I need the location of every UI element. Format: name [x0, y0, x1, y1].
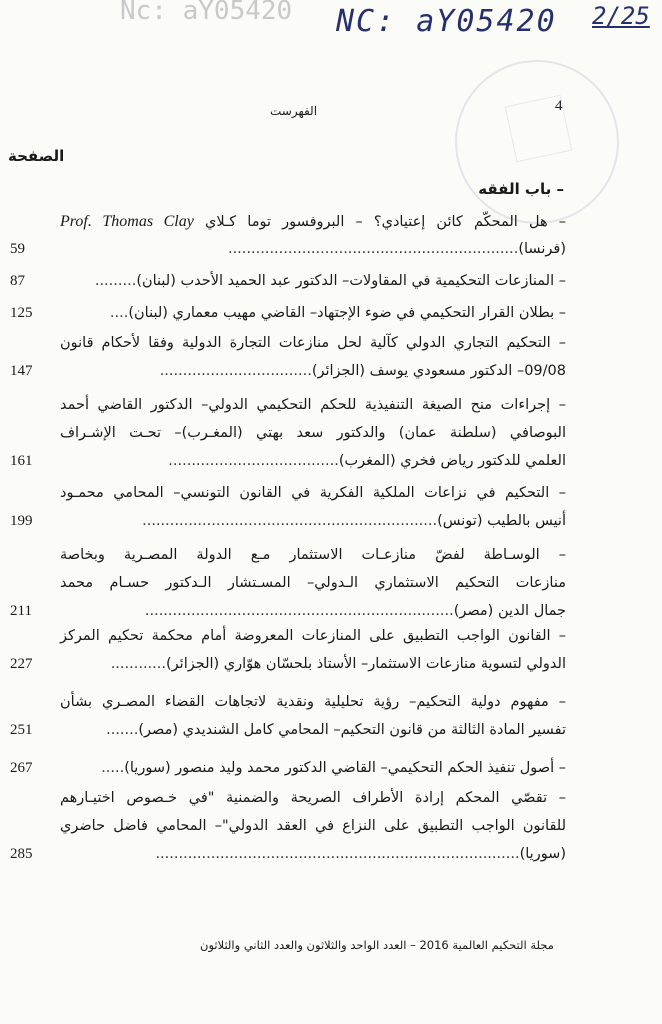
toc-entry-line	[142, 513, 566, 529]
toc-entry-text: – القانون الواجب التطبيق على المنازعات المعروضة أمام محكمة تحكيم المركز	[60, 628, 566, 644]
toc-entry-line	[60, 485, 566, 501]
toc-page-number: 125	[10, 305, 33, 321]
toc-entry-text: – بطلان القرار التحكيمي في ضوء الإجتهاد– القاضي مهيب معماري (لبنان)	[128, 305, 566, 321]
toc-entry-text: – تقصّي المحكم إرادة الأطراف الصريحة والضمنية "في خـصوص اختيـارهم	[60, 790, 566, 806]
toc-entry-text: – التحكيم التجاري الدولي كآلية لحل منازعات التجارة الدولية وفقا لأحكام قانون	[60, 335, 566, 351]
toc-entry-text: – هل المحكّم كائن إعتيادي؟ – البروفسور توما كـلاي	[193, 214, 566, 230]
footer-journal-citation: مجلة التحكيم العالمية 2016 – العدد الواحد والثلاثون والعدد الثاني والثلاثون	[200, 938, 554, 952]
toc-leader-dots: ....	[109, 305, 129, 321]
toc-entry-text: الدولي لتسوية منازعات الاستثمار– الأستاذ بلحسّان هوّاري (الجزائر)	[166, 656, 566, 672]
toc-leader-dots: ............	[110, 656, 166, 672]
toc-entry-text: – التحكيم في نزاعات الملكية الفكرية في القانون التونسي– المحامي محمـود	[60, 485, 566, 501]
toc-entry-line	[60, 575, 566, 591]
toc-page-number: 211	[10, 603, 32, 619]
toc-page-number: 161	[10, 453, 33, 469]
toc-leader-dots: .....	[101, 760, 125, 776]
toc-leader-dots: ...................................................................	[144, 603, 454, 619]
toc-entry-line	[101, 760, 566, 776]
toc-leader-dots: .........	[94, 273, 137, 289]
toc-entry-line	[60, 213, 566, 231]
toc-entry-line	[110, 305, 566, 321]
toc-page-number: 267	[10, 760, 33, 776]
toc-entry-text: – أصول تنفيذ الحكم التحكيمي– القاضي الدكتور محمد وليد منصور (سوريا)	[124, 760, 566, 776]
toc-entry-line	[160, 363, 566, 379]
toc-entry-line	[60, 818, 566, 834]
toc-entry-text: – مفهوم دولية التحكيم– رؤية تحليلية ونقدية لاتجاهات القضاء المصـري بشأن	[60, 694, 566, 710]
toc-entry-text: (سوريا)	[519, 846, 566, 862]
toc-entry-line	[60, 335, 566, 351]
toc-entry-text: منازعات التحكيم الاستثماري الـدولي– المسـتشار الـدكتور حسـام محمد	[60, 575, 566, 591]
toc-entry-line	[60, 694, 566, 710]
toc-page-number: 251	[10, 722, 33, 738]
toc-entry-text: جمال الدين (مصر)	[453, 603, 566, 619]
toc-entry-line	[60, 425, 566, 441]
toc-entry-line	[111, 656, 566, 672]
toc-entry-text: البوصافي (سلطنة عمان) والدكتور سعد بهتي (المغـرب)– تحـت الإشـراف	[60, 425, 566, 441]
toc-entry-line	[95, 273, 566, 289]
toc-entry-line	[228, 241, 566, 257]
toc-entry-text: أنيس بالطيب (تونس)	[437, 513, 566, 529]
toc-page-number: 59	[10, 241, 25, 257]
handwritten-page-fraction: 2/25	[592, 2, 650, 30]
toc-entry-text: 09/08– الدكتور مسعودي يوسف (الجزائر)	[311, 363, 566, 379]
toc-entry-text: – الوسـاطة لفضّ منازعـات الاستثمار مـع الدولة المصـرية وبخاصة	[60, 547, 566, 563]
handwritten-reference-code: NC: aY05420	[336, 4, 557, 39]
toc-leader-dots: ...............................................................................	[155, 846, 520, 862]
toc-page-number: 285	[10, 846, 33, 862]
toc-entry-line	[60, 790, 566, 806]
section-title: – باب الفقه	[478, 180, 564, 198]
toc-leader-dots: .......	[106, 722, 139, 738]
page-column-header: الصفحة	[8, 147, 65, 165]
page-number: 4	[555, 98, 563, 114]
toc-page-number: 87	[10, 273, 25, 289]
toc-entry-text: العلمي للدكتور رياض فخري (المغرب)	[338, 453, 566, 469]
toc-entry-line	[60, 547, 566, 563]
toc-entry-line	[145, 603, 566, 619]
toc-leader-dots: ...............................................................	[227, 241, 519, 257]
toc-entry-latin-name: Prof. Thomas Clay	[60, 213, 194, 230]
toc-entry-line	[60, 628, 566, 644]
toc-entry-text: (فرنسا)	[518, 241, 566, 257]
toc-entry-line	[168, 453, 566, 469]
toc-entry-text: تفسير المادة الثالثة من قانون التحكيم– المحامي كامل الشنديدي (مصر)	[138, 722, 566, 738]
toc-entry-text: للقانون الواجب التطبيق على النزاع في العقد الدولي"– المحامي فاضل حاضري	[60, 818, 566, 834]
toc-leader-dots: .................................	[159, 363, 312, 379]
toc-page-number: 227	[10, 656, 33, 672]
toc-page-number: 199	[10, 513, 33, 529]
bleed-through-text: Nc: aY05420	[120, 0, 293, 26]
toc-entry-line	[106, 722, 566, 738]
running-header-title: الفهرست	[270, 104, 318, 118]
toc-entry-text: – المنازعات التحكيمية في المقاولات– الدكتور عبد الحميد الأحدب (لبنان)	[136, 273, 566, 289]
toc-leader-dots: ................................................................	[142, 513, 438, 529]
toc-page-number: 147	[10, 363, 33, 379]
toc-entry-line	[60, 397, 566, 413]
toc-entry-text: – إجراءات منح الصيغة التنفيذية للحكم التحكيمي الدولي– الدكتور القاضي أحمد	[60, 397, 566, 413]
toc-entry-line	[155, 846, 566, 862]
toc-leader-dots: .....................................	[168, 453, 339, 469]
